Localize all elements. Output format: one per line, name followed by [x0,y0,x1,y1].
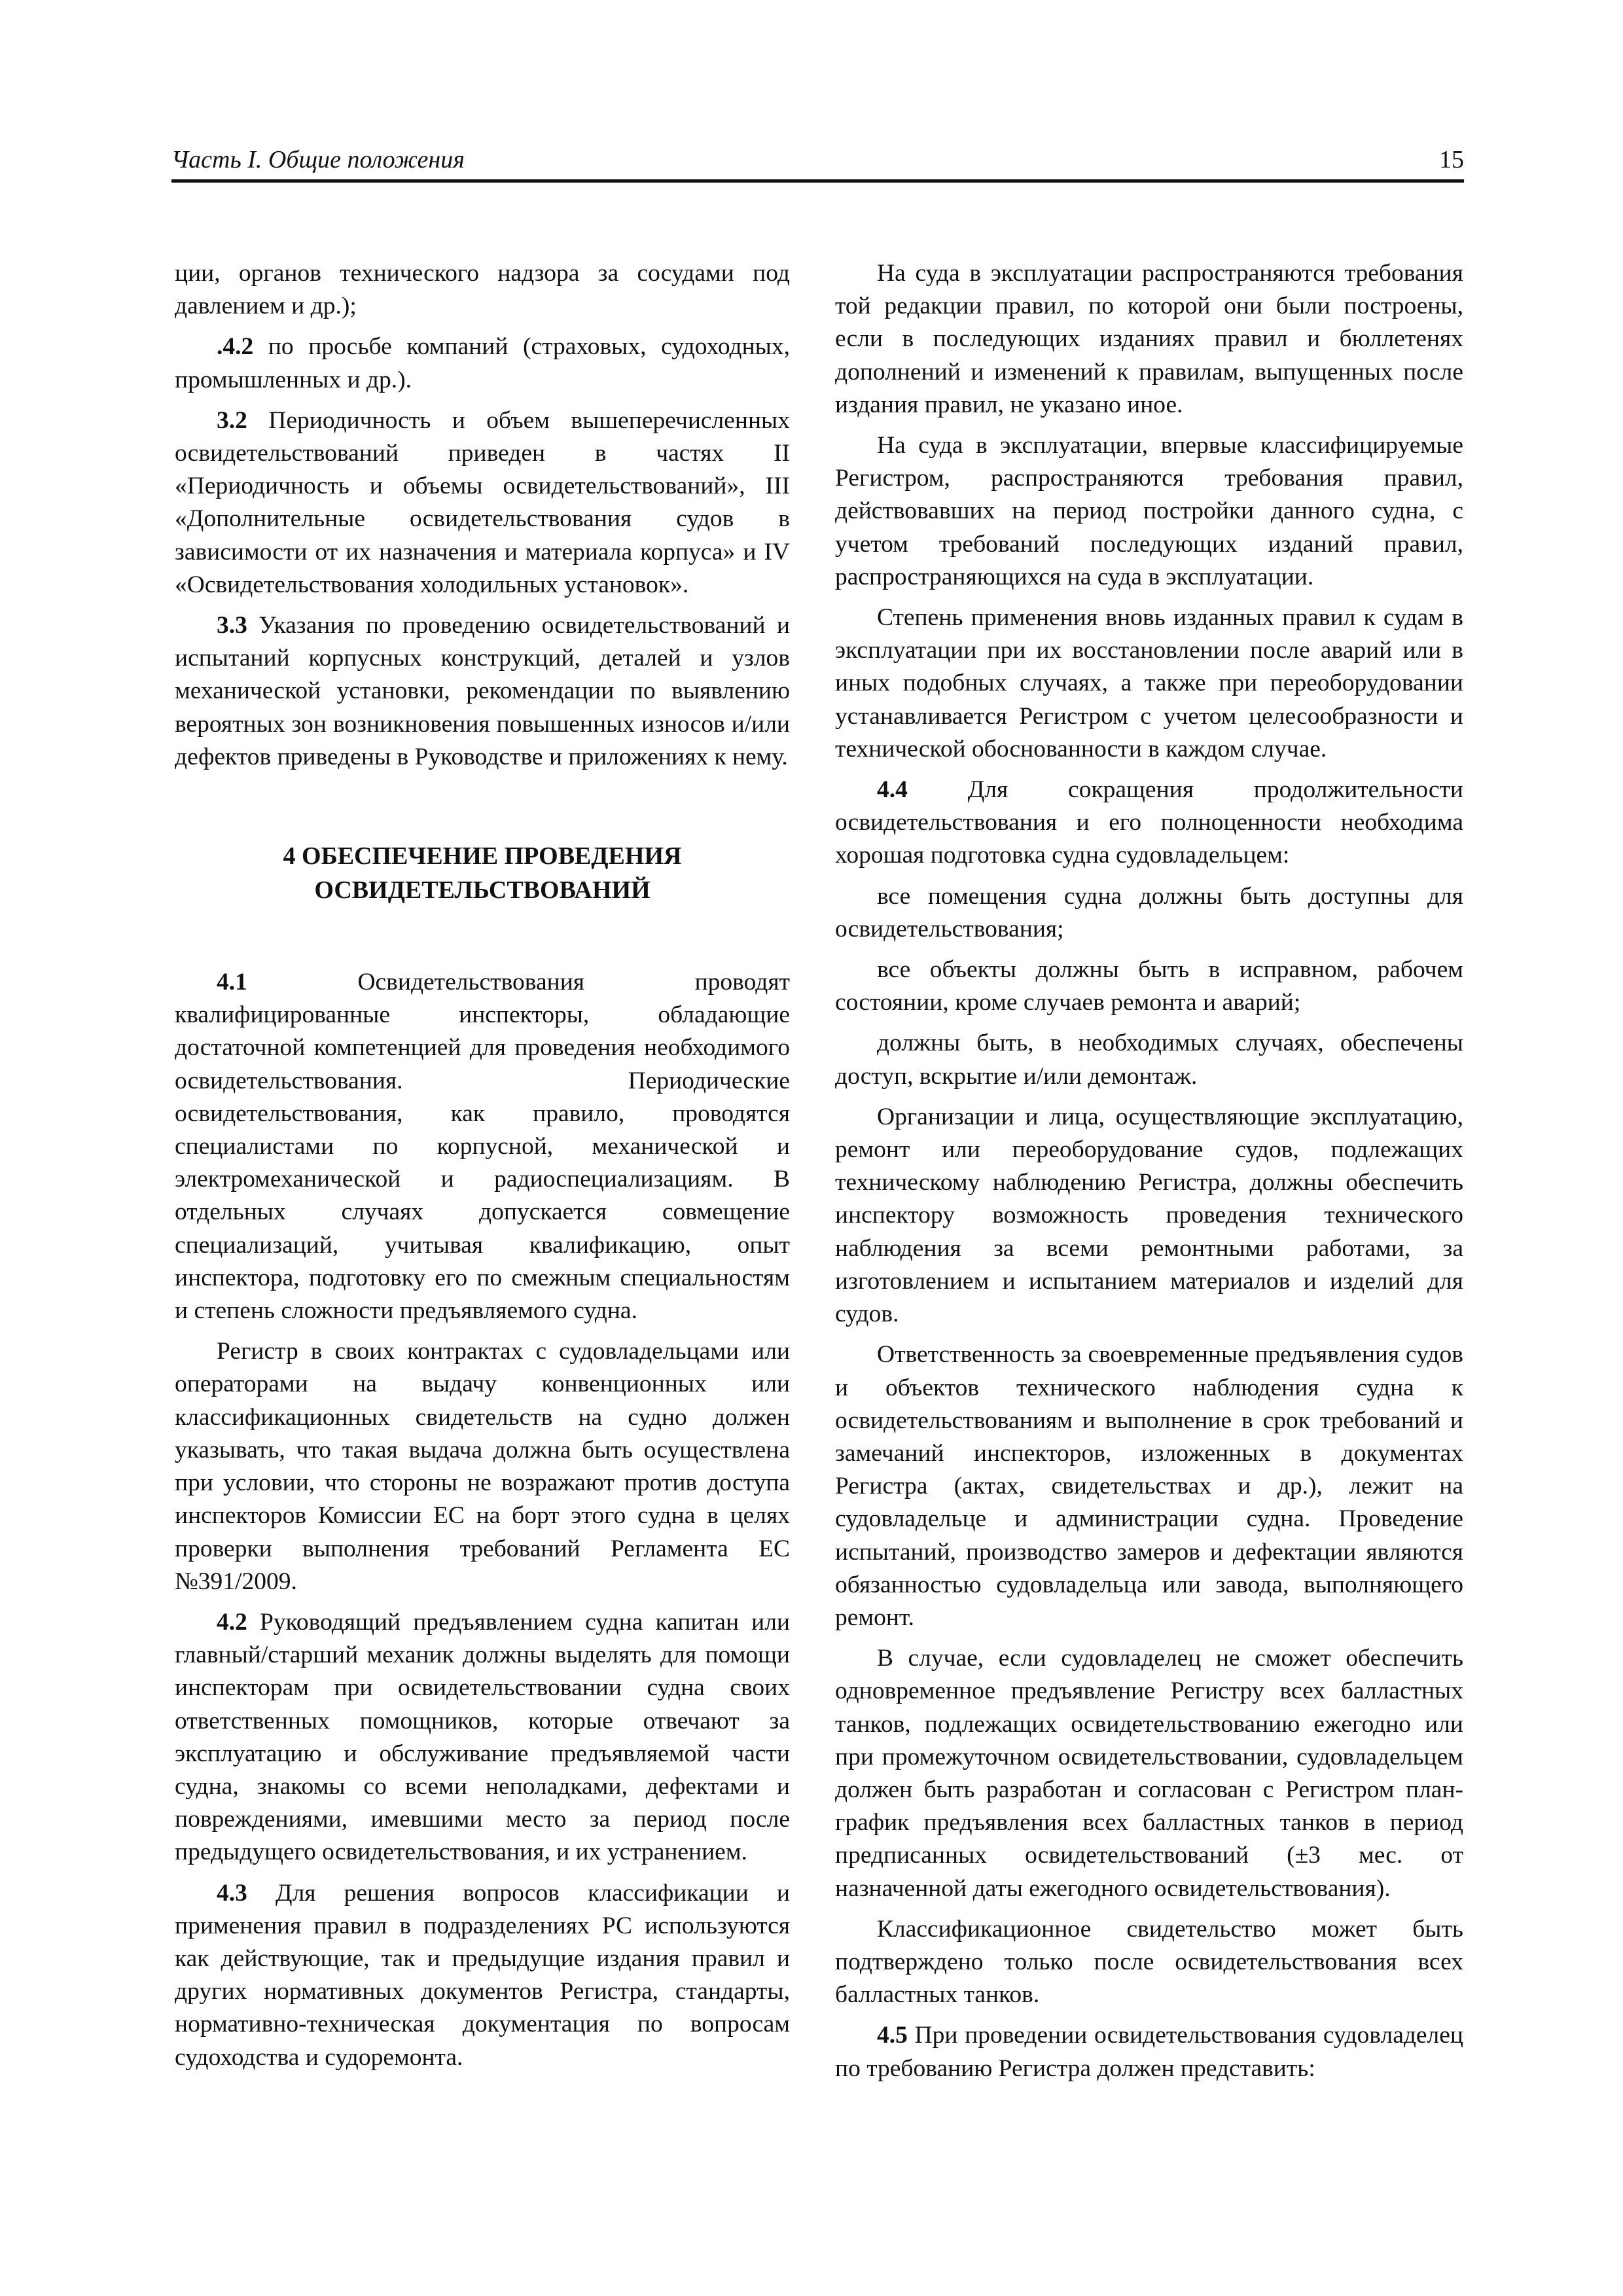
paragraph-text: по просьбе компаний (страховых, судоходных, промышленных и др.). [175,333,790,393]
list-item: все объекты должны быть в исправном, рабочем состоянии, кроме случаев ремонта и аварий; [835,956,1463,1016]
paragraph-4-4 [835,774,1463,872]
paragraph: ции, органов технического надзора за сосудами под давлением и др.); [175,260,790,320]
paragraph-text: Периодичность и объем вышеперечисленных освидетельствований приведен в частях II «Периодичность и объемы освидетельствований», III «Дополнительные освидетельствования судов в зависимости от их назначения и материала корпуса» и IV «Освидетельствования холодильных установок». [175,406,790,598]
paragraph: Организации и лица, осуществляющие эксплуатацию, ремонт или переоборудование судов, подлежащих техническому наблюдению Регистра, должны обеспечить инспектору возможность проведения технического наблюдения за всеми ремонтными работами, за изготовлением и испытанием материалов и изделий для судов. [835,1103,1463,1328]
item-number: 4.3 [217,1879,247,1907]
right-column [835,257,1463,2093]
paragraph-text: Освидетельствования проводят квалифицированные инспекторы, обладающие достаточной компетенцией для проведения необходимого освидетельствования. Периодические освидетельствования, как правило, проводятся специалистами по корпусной, механической и электромеханической и радиоспециализациям. В отдельных случаях допускается совмещение специализаций, учитывая квалификацию, опыт инспектора, подготовку его по смежным специальностям и степень сложности предъявляемого судна. [175,969,790,1325]
item-number: 4.1 [217,969,247,996]
item-number: 3.2 [217,406,247,434]
list-item: все помещения судна должны быть доступны для освидетельствования; [835,882,1463,942]
left-column [175,257,790,2082]
item-number: 4.2 [217,1608,247,1636]
paragraph-4-2 [175,1606,790,1869]
page-header [171,143,1464,183]
page-number: 15 [1439,146,1464,173]
paragraph: Ответственность за своевременные предъявления судов и объектов технического наблюдения судна к освидетельствованиям и выполнение в срок требований и замечаний инспекторов, изложенных в документах Регистра (актах, свидетельствах и др.), лежит на судовладельце и администрации судна. Проведение испытаний, производство замеров и дефектации являются обязанностью судовладельца или завода, выполняющего ремонт. [835,1341,1463,1631]
item-number: 3.3 [217,612,247,639]
paragraph: Степень применения вновь изданных правил к судам в эксплуатации при их восстановлении после аварий или в иных подобных случаях, а также при переоборудовании устанавливается Регистром с учетом целесообразности и технической обоснованности в каждом случае. [835,604,1463,762]
paragraph-text: При проведении освидетельствования судовладелец по требованию Регистра должен представить: [835,2022,1463,2082]
paragraph-text: Руководящий предъявлением судна капитан или главный/старший механик должны выделять для помощи инспекторам при освидетельствовании судна своих ответственных помощников, которые отвечают за эксплуатацию и обслуживание предъявляемой части судна, знакомы со всеми неполадками, дефектами и повреждениями, имевшими место за период после предыдущего освидетельствования, и их устранением. [175,1608,790,1866]
paragraph: В случае, если судовладелец не сможет обеспечить одновременное предъявление Регистру всех балластных танков, подлежащих освидетельствованию ежегодно или при промежуточном освидетельствовании, судовладельцем должен быть разработан и согласован с Регистром план-график предъявления всех балластных танков в период предписанных освидетельствований (±3 мес. от назначенной даты ежегодного освидетельствования). [835,1645,1463,1902]
section-heading [175,839,790,907]
paragraph-4-5 [835,2019,1463,2085]
list-item: должны быть, в необходимых случаях, обеспечены доступ, вскрытие и/или демонтаж. [835,1030,1463,1090]
paragraph-text: Для сокращения продолжительности освидетельствования и его полноценности необходима хорошая подготовка судна судовладельцем: [835,776,1463,869]
section-heading-line: ОСВИДЕТЕЛЬСТВОВАНИЙ [314,876,651,905]
section-heading-line: 4 ОБЕСПЕЧЕНИЕ ПРОВЕДЕНИЯ [283,842,682,870]
paragraph-text: Для решения вопросов классификации и применения правил в подразделениях РС используются как действующие, так и предыдущие издания правил и других нормативных документов Регистра, стандарты, нормативно-техническая документация по вопросам судоходства и судоремонта. [175,1879,790,2071]
paragraph-3-3 [175,609,790,774]
paragraph-4-1 [175,966,790,1327]
item-number: 4.4 [877,776,908,804]
running-title: Часть I. Общие положения [171,146,465,173]
paragraph: На суда в эксплуатации распространяются требования той редакции правил, по которой они были построены, если в последующих изданиях правил и бюллетенях дополнений и изменений к правилам, выпущенных после издания правил, не указано иное. [835,260,1463,418]
item-number: .4.2 [217,333,254,361]
paragraph-4-3 [175,1877,790,2074]
paragraph-item-4-2 [175,331,790,396]
paragraph: Классификационное свидетельство может быть подтверждено только после освидетельствования всех балластных танков. [835,1915,1463,2009]
item-number: 4.5 [877,2022,908,2049]
paragraph: На суда в эксплуатации, впервые классифицируемые Регистром, распространяются требования правил, действовавших на период постройки данного судна, с учетом требований последующих изданий правил, распространяющихся на суда в эксплуатации. [835,432,1463,590]
paragraph: Регистр в своих контрактах с судовладельцами или операторами на выдачу конвенционных или классификационных свидетельств на судно должен указывать, что такая выдача должна быть осуществлена при условии, что стороны не возражают против доступа инспекторов Комиссии ЕС на борт этого судна в целях проверки выполнения требований Регламента ЕС №391/2009. [175,1338,790,1595]
paragraph-text: Указания по проведению освидетельствований и испытаний корпусных конструкций, деталей и узлов механической установки, рекомендации по выявлению вероятных зон возникновения повышенных износов и/или дефектов приведены в Руководстве и приложениях к нему. [175,612,790,770]
paragraph-3-2 [175,404,790,601]
